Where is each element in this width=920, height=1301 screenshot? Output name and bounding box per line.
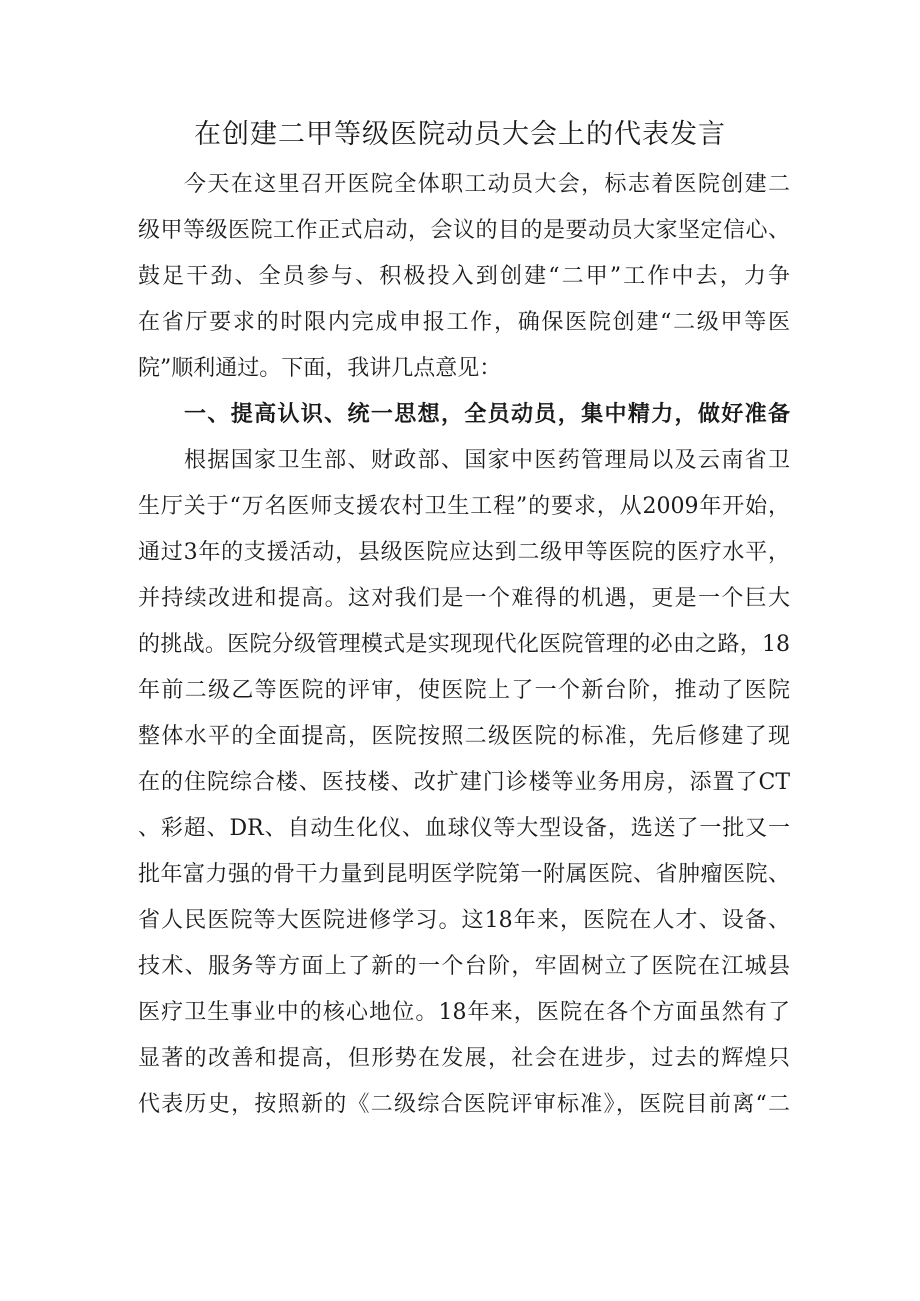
paragraph-line: 根据国家卫生部、财政部、国家中医药管理局以及云南省卫 — [184, 448, 790, 473]
paragraph-line: 的挑战。医院分级管理模式是实现现代化医院管理的必由之路，18 — [138, 632, 790, 657]
paragraph-line: 级甲等级医院工作正式启动，会议的目的是要动员大家坚定信心、 — [138, 218, 790, 243]
paragraph-line: 院”顺利通过。下面，我讲几点意见： — [138, 356, 502, 381]
paragraph-line: 显著的改善和提高，但形势在发展，社会在进步，过去的辉煌只 — [138, 1046, 790, 1071]
paragraph-line: 鼓足干劲、全员参与、积极投入到创建“二甲”工作中去，力争 — [138, 264, 790, 289]
paragraph-line: 批年富力强的骨干力量到昆明医学院第一附属医院、省肿瘤医院、 — [138, 862, 790, 887]
paragraph-line: 、彩超、DR、自动生化仪、血球仪等大型设备，选送了一批又一 — [138, 816, 790, 841]
paragraph-line: 医疗卫生事业中的核心地位。18年来，医院在各个方面虽然有了 — [138, 1000, 790, 1025]
paragraph-line: 年前二级乙等医院的评审，使医院上了一个新台阶，推动了医院 — [138, 678, 790, 703]
document-title: 在创建二甲等级医院动员大会上的代表发言 — [194, 119, 726, 150]
paragraph-line: 在省厅要求的时限内完成申报工作，确保医院创建“二级甲等医 — [138, 310, 790, 335]
paragraph-line: 通过3年的支援活动，县级医院应达到二级甲等医院的医疗水平， — [138, 540, 790, 565]
paragraph-line: 技术、服务等方面上了新的一个台阶，牢固树立了医院在江城县 — [138, 954, 790, 979]
paragraph-line: 并持续改进和提高。这对我们是一个难得的机遇，更是一个巨大 — [138, 586, 790, 611]
paragraph-line: 在的住院综合楼、医技楼、改扩建门诊楼等业务用房，添置了CT — [138, 770, 790, 795]
paragraph-line: 代表历史，按照新的《二级综合医院评审标准》，医院目前离“二 — [138, 1092, 790, 1117]
paragraph-line: 省人民医院等大医院进修学习。这18年来，医院在人才、设备、 — [138, 908, 790, 933]
paragraph-line: 生厅关于“万名医师支援农村卫生工程”的要求，从2009年开始， — [138, 494, 790, 519]
paragraph-line: 今天在这里召开医院全体职工动员大会，标志着医院创建二 — [184, 172, 790, 197]
paragraph-line: 整体水平的全面提高，医院按照二级医院的标准，先后修建了现 — [138, 724, 790, 749]
section-heading: 一、提高认识、统一思想，全员动员，集中精力，做好准备 — [184, 402, 790, 427]
